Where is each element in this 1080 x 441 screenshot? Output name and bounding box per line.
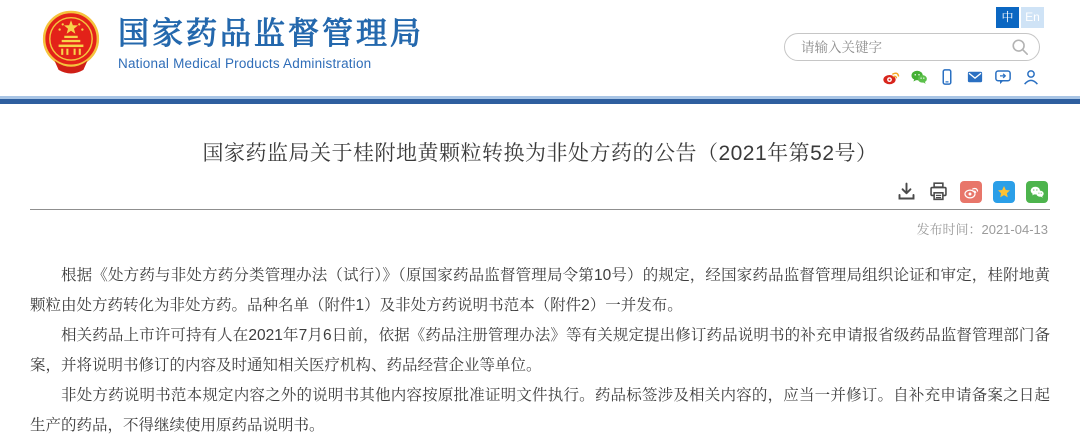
title-divider <box>30 209 1050 210</box>
article-paragraph: 相关药品上市许可持有人在2021年7月6日前，依据《药品注册管理办法》等有关规定提出修订药品说明书的补充申请报省级药品监督管理部门备案，并将说明书修订的内容及时通知相关医疗机构、药品经营企业等单位。 <box>30 327 1050 374</box>
lang-zh-button[interactable]: 中 <box>996 7 1019 28</box>
site-header <box>0 0 1080 96</box>
wechat-icon[interactable] <box>910 68 928 86</box>
publish-row <box>30 219 1050 238</box>
mail-icon[interactable] <box>966 68 984 86</box>
qzone-share-icon[interactable] <box>993 181 1015 203</box>
mobile-icon[interactable] <box>938 68 956 86</box>
article-paragraph: 根据《处方药与非处方药分类管理办法（试行）》（原国家药品监督管理局令第10号）的规定，经国家药品监督管理局组织论证和审定，桂附地黄颗粒由处方药转化为非处方药。品种名单（附件1）及非处方药说明书范本（附件2）一并发布。 <box>30 267 1050 314</box>
national-emblem-icon <box>40 8 102 78</box>
site-titles <box>118 8 424 71</box>
publish-label: 发布时间： <box>916 222 982 237</box>
site-logo[interactable] <box>40 8 424 78</box>
article-body <box>30 261 1050 441</box>
search-icon[interactable] <box>1011 38 1029 56</box>
weibo-icon[interactable] <box>882 68 900 86</box>
weibo-share-icon[interactable] <box>960 181 982 203</box>
download-icon[interactable] <box>896 181 917 202</box>
search-box <box>784 33 1040 61</box>
article-paragraph: 非处方药说明书范本规定内容之外的说明书其他内容按原批准证明文件执行。药品标签涉及相关内容的，应当一并修订。自补充申请备案之日起生产的药品，不得继续使用原药品说明书。 <box>30 387 1050 434</box>
publish-date: 2021-04-13 <box>981 222 1048 237</box>
social-icon-row <box>882 68 1040 86</box>
wechat-share-icon[interactable] <box>1026 181 1048 203</box>
search-input[interactable] <box>799 39 1011 56</box>
print-icon[interactable] <box>928 181 949 202</box>
article <box>0 137 1080 441</box>
article-title: 国家药监局关于桂附地黄颗粒转换为非处方药的公告（2021年第52号） <box>202 142 878 165</box>
site-name-zh: 国家药品监督管理局 <box>118 16 424 51</box>
message-icon[interactable] <box>994 68 1012 86</box>
header-divider-bar <box>0 96 1080 104</box>
user-icon[interactable] <box>1022 68 1040 86</box>
site-name-en: National Medical Products Administration <box>118 56 372 71</box>
language-toggle <box>996 7 1044 28</box>
lang-en-button[interactable]: En <box>1021 7 1044 28</box>
article-toolbar <box>30 180 1050 203</box>
